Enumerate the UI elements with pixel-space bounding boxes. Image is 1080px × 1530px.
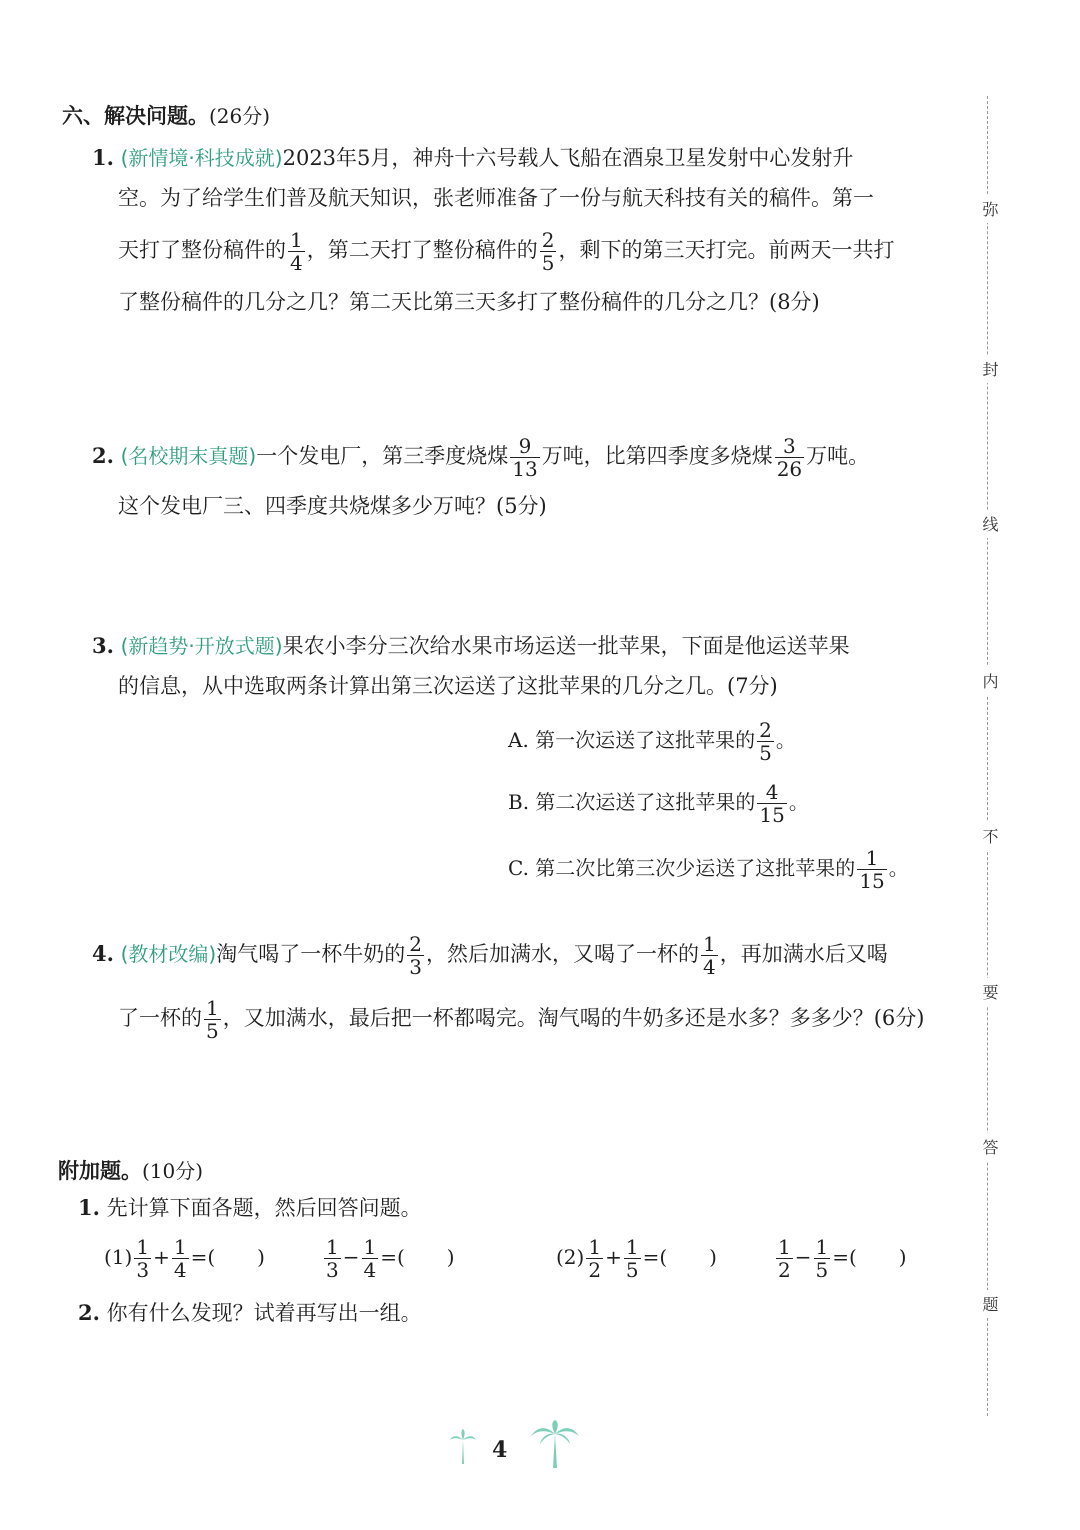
seal-char-8: 题 xyxy=(978,1290,1001,1318)
q4-text-2a: 了一杯的 xyxy=(118,1006,202,1030)
q2-tag: (名校期末真题) xyxy=(120,444,257,468)
q2-text-2: 这个发电厂三、四季度共烧煤多少万吨？(5分) xyxy=(118,494,547,518)
q3-option-c: C. 第二次比第三次少运送了这批苹果的 $\frac{1}{15}$ 。 xyxy=(508,846,909,893)
q4-fraction-c: $\frac{1}{5}$ xyxy=(206,996,219,1043)
q1-text-1: 2023年5月，神舟十六号载人飞船在酒泉卫星发射中心发射升 xyxy=(282,146,854,170)
q2-text-1a: 一个发电厂，第三季度烧煤 xyxy=(256,444,509,468)
seal-char-6: 要 xyxy=(978,978,1001,1006)
calc-3: (2) $\frac{1}{2}$ + $\frac{1}{5}$ =( ) xyxy=(556,1235,717,1282)
q4-line1 xyxy=(92,930,888,978)
extra-title xyxy=(58,1155,203,1185)
q1-line4 xyxy=(118,284,820,320)
q1-text-3a: 天打了整份稿件的 xyxy=(118,238,286,262)
q1-text-4: 了整份稿件的几分之几？第二天比第三天多打了整份稿件的几分之几？(8分) xyxy=(118,290,820,314)
section-title-text: 六、解决问题。 xyxy=(62,104,209,128)
q3-line2 xyxy=(118,668,778,704)
q3-text-2: 的信息，从中选取两条计算出第三次运送了这批苹果的几分之几。(7分) xyxy=(118,674,778,698)
section-title xyxy=(62,100,270,130)
q1-fraction-b: $\frac{2}{5}$ xyxy=(541,228,555,275)
q3-option-c-fraction: $\frac{1}{15}$ xyxy=(859,846,885,893)
palm-tree-small-icon xyxy=(448,1428,478,1466)
q4-number: 4. xyxy=(92,941,114,966)
section-points: (26分) xyxy=(209,104,271,128)
q1-text-3c: ，剩下的第三天打完。前两天一共打 xyxy=(558,238,895,262)
q4-text-1c: ，再加满水后又喝 xyxy=(719,942,888,966)
q2-line1 xyxy=(92,432,869,480)
q2-line2 xyxy=(118,488,547,524)
seal-char-3: 线 xyxy=(978,510,1001,538)
seal-char-5: 不 xyxy=(978,822,1001,850)
q1-tag: (新情境·科技成就) xyxy=(120,146,283,170)
q4-tag: (教材改编) xyxy=(120,942,217,966)
q1-text-3b: ，第二天打了整份稿件的 xyxy=(306,238,538,262)
calc-4: $\frac{1}{2}$ − $\frac{1}{5}$ =( ) xyxy=(778,1235,907,1282)
calc-2: $\frac{1}{3}$ − $\frac{1}{4}$ =( ) xyxy=(326,1235,455,1282)
seal-char-4: 内 xyxy=(978,667,1001,695)
seal-char-1: 弥 xyxy=(978,195,1001,223)
q1-line2 xyxy=(118,180,874,216)
q1-text-2: 空。为了给学生们普及航天知识，张老师准备了一份与航天科技有关的稿件。第一 xyxy=(118,186,874,210)
q2-number: 2. xyxy=(92,443,114,468)
extra-q1 xyxy=(78,1190,422,1226)
q3-option-a: A. 第一次运送了这批苹果的 $\frac{2}{5}$ 。 xyxy=(508,718,796,765)
extra-q2 xyxy=(78,1295,422,1331)
q3-option-b: B. 第二次运送了这批苹果的 $\frac{4}{15}$ 。 xyxy=(508,780,809,827)
q3-number: 3. xyxy=(92,633,114,658)
extra-q1-text: 先计算下面各题，然后回答问题。 xyxy=(106,1196,422,1220)
q4-text-1a: 淘气喝了一杯牛奶的 xyxy=(216,942,406,966)
seal-char-7: 答 xyxy=(978,1133,1001,1161)
extra-points: (10分) xyxy=(142,1159,204,1183)
q2-fraction-b: $\frac{3}{26}$ xyxy=(776,434,803,481)
page-number: 4 xyxy=(492,1437,508,1463)
q3-text-1: 果农小李分三次给水果市场运送一批苹果，下面是他运送苹果 xyxy=(282,634,850,658)
extra-q2-number: 2. xyxy=(78,1300,100,1325)
q4-line2 xyxy=(118,994,924,1042)
q4-text-1b: ，然后加满水，又喝了一杯的 xyxy=(425,942,699,966)
q3-option-b-fraction: $\frac{4}{15}$ xyxy=(759,780,785,827)
q3-line1 xyxy=(92,628,850,664)
q3-option-a-fraction: $\frac{2}{5}$ xyxy=(759,718,772,765)
q1-fraction-a: $\frac{1}{4}$ xyxy=(290,228,303,275)
q4-fraction-a: $\frac{2}{3}$ xyxy=(409,932,422,979)
q1-line1 xyxy=(92,140,853,176)
q1-number: 1. xyxy=(92,145,114,170)
extra-q2-text: 你有什么发现？试着再写出一组。 xyxy=(106,1301,422,1325)
q3-tag: (新趋势·开放式题) xyxy=(120,634,283,658)
q2-text-1b: 万吨，比第四季度多烧煤 xyxy=(541,444,773,468)
q1-line3 xyxy=(118,226,894,274)
sealing-line xyxy=(987,96,1000,1416)
seal-char-2: 封 xyxy=(978,355,1001,383)
q2-text-1c: 万吨。 xyxy=(806,444,870,468)
q4-fraction-b: $\frac{1}{4}$ xyxy=(702,932,716,979)
q4-text-2b: ，又加满水，最后把一杯都喝完。淘气喝的牛奶多还是水多？多多少？(6分) xyxy=(222,1006,925,1030)
extra-title-text: 附加题。 xyxy=(58,1159,142,1183)
extra-q1-number: 1. xyxy=(78,1195,100,1220)
calc-1: (1) $\frac{1}{3}$ + $\frac{1}{4}$ =( ) xyxy=(104,1235,265,1282)
palm-tree-large-icon xyxy=(528,1420,582,1470)
q2-fraction-a: $\frac{9}{13}$ xyxy=(512,434,538,481)
